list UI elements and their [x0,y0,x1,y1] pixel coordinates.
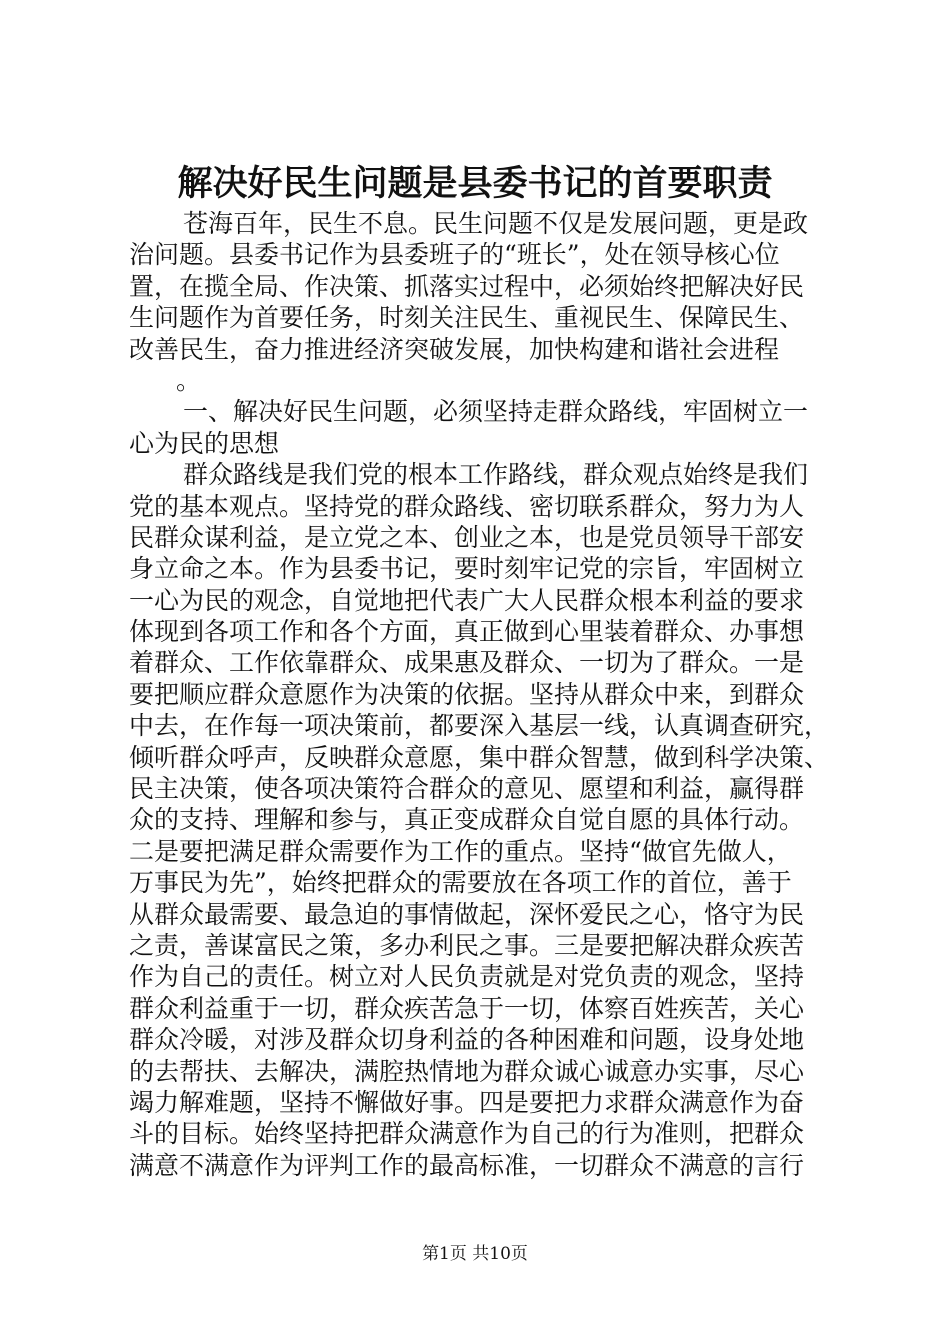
text-line: 作为自己的责任。树立对人民负责就是对党负责的观念，坚持 [129,962,805,992]
text-line: 群众路线是我们党的根本工作路线，群众观点始终是我们 [183,460,809,490]
text-line: 民群众谋利益，是立党之本、创业之本，也是党员领导干部安 [129,522,805,552]
text-line: 身立命之本。作为县委书记，要时刻牢记党的宗旨，牢固树立 [129,554,805,584]
document-body [129,208,835,1181]
text-line: 竭力解难题，坚持不懈做好事。四是要把力求群众满意作为奋 [129,1087,805,1117]
text-line: 众的支持、理解和参与，真正变成群众自觉自愿的具体行动。 [129,805,805,835]
text-line: 倾听群众呼声，反映群众意愿，集中群众智慧，做到科学决策、 [129,742,830,772]
text-line: 置，在揽全局、作决策、抓落实过程中，必须始终把解决好民 [129,271,805,301]
text-line: 苍海百年，民生不息。民生问题不仅是发展问题，更是政 [183,209,809,238]
text-line: 群众利益重于一切，群众疾苦急于一切，体察百姓疾苦，关心 [129,993,805,1023]
text-line: 改善民生，奋力推进经济突破发展，加快构建和谐社会进程 [129,334,780,364]
page-number-footer: 第1页 共10页 [422,1244,528,1264]
text-line: 要把顺应群众意愿作为决策的依据。坚持从群众中来，到群众 [129,679,805,709]
text-line: 生问题作为首要任务，时刻关注民生、重视民生、保障民生、 [129,303,805,333]
text-line: 从群众最需要、最急迫的事情做起，深怀爱民之心，恪守为民 [129,899,805,929]
section-heading-line: 一、解决好民生问题，必须坚持走群众路线，牢固树立一 [183,397,809,427]
text-line: 体现到各项工作和各个方面，真正做到心里装着群众、办事想 [129,617,805,647]
text-line: 治问题。县委书记作为县委班子的“班长”，处在领导核心位 [129,240,780,270]
text-line: 二是要把满足群众需要作为工作的重点。坚持“做官先做人， [129,836,792,866]
text-line: 之责，善谋富民之策，多办利民之事。三是要把解决群众疾苦 [129,930,805,960]
text-line: 斗的目标。始终坚持把群众满意作为自己的行为准则，把群众 [129,1119,805,1149]
text-line: 万事民为先”，始终把群众的需要放在各项工作的首位，善于 [129,868,792,898]
text-line: 一心为民的观念，自觉地把代表广大人民群众根本利益的要求 [129,585,805,615]
text-line: 。 [176,365,202,395]
document-title: 解决好民生问题是县委书记的首要职责 [177,163,773,204]
section-heading-line: 心为民的思想 [129,428,280,458]
text-line: 着群众、工作依靠群众、成果惠及群众、一切为了群众。一是 [129,648,805,678]
text-line: 群众冷暖，对涉及群众切身利益的各种困难和问题，设身处地 [129,1025,805,1055]
text-line: 满意不满意作为评判工作的最高标准，一切群众不满意的言行 [129,1150,805,1180]
text-line: 民主决策，使各项决策符合群众的意见、愿望和利益，赢得群 [129,774,805,804]
text-line: 中去，在作每一项决策前，都要深入基层一线，认真调查研究， [129,711,830,741]
text-line: 党的基本观点。坚持党的群众路线、密切联系群众，努力为人 [129,491,805,521]
text-line: 的去帮扶、去解决，满腔热情地为群众诚心诚意办实事，尽心 [129,1056,805,1086]
